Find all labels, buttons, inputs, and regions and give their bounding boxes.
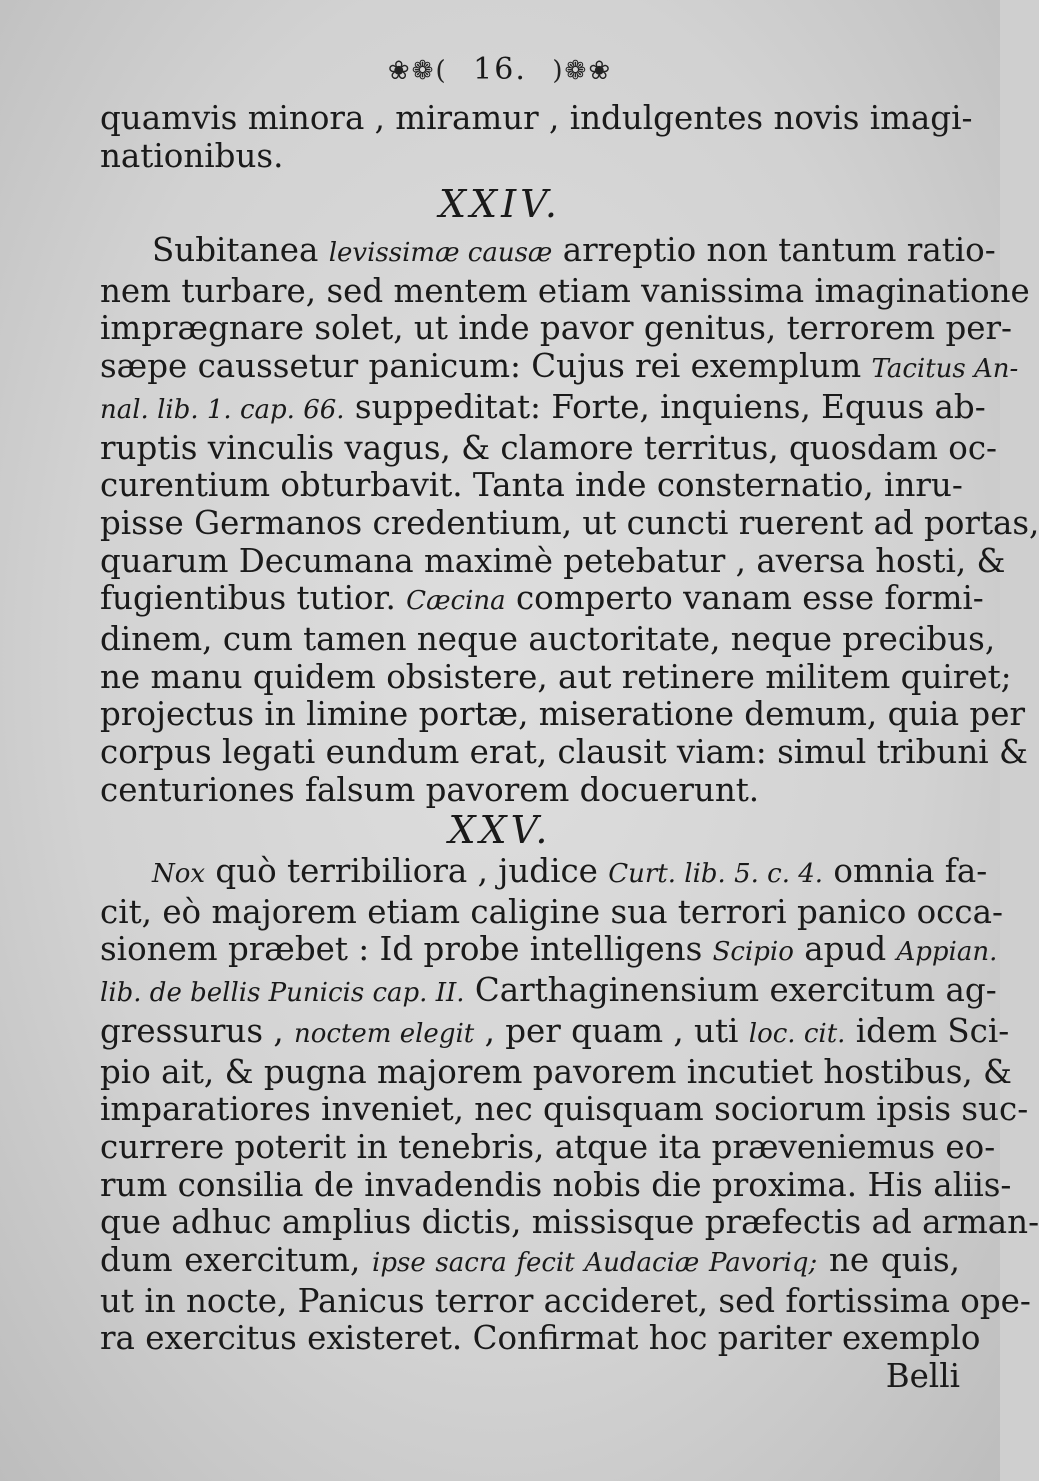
text-line (100, 99, 973, 138)
text-line (100, 1281, 1031, 1321)
intro-paragraph (100, 99, 973, 175)
line-text: nem turbare, sed mentem etiam vanissima imaginatione (100, 271, 1030, 310)
text-line (100, 772, 960, 810)
section-heading-xxiv: XXIV. (439, 182, 561, 226)
line-text: ruptis vinculis vagus, & clamore territus, quosdam oc- (100, 428, 998, 467)
text-line (100, 1090, 1029, 1129)
line-text: Nox quò terribiliora , judice Curt. lib. 5. c. 4. omnia fa- (152, 852, 988, 890)
italic-text: Appian. (896, 937, 998, 968)
text-line (100, 387, 986, 430)
text-line (100, 347, 1019, 389)
page-number: 16. (473, 52, 527, 87)
line-text: imprægnare solet, ut inde pavor genitus, terrorem per- (100, 309, 1012, 348)
italic-text: noctem elegit (294, 1018, 475, 1049)
italic-text: nal. lib. 1. cap. 66. (100, 394, 345, 425)
italic-text: ipse sacra fecit Audaciæ Pavoriq; (372, 1248, 818, 1279)
catchword: Belli (885, 1357, 960, 1396)
line-text: pio ait, & pugna majorem pavorem incutiet hostibus, & (100, 1052, 1012, 1091)
section-xxiv-paragraph (100, 231, 1039, 810)
italic-text: Cæcina (406, 586, 506, 617)
line-text: nationibus. (100, 136, 284, 175)
line-text: ra exercitus existeret. Confirmat hoc pariter exemplo (100, 1319, 981, 1358)
text-line (100, 620, 996, 659)
text-line (100, 309, 1012, 348)
line-text: quarum Decumana maximè petebatur , aversa hosti, & (100, 541, 1006, 580)
italic-text: levissimæ causæ (328, 238, 553, 268)
line-text: centuriones falsum pavorem docuerunt. (100, 770, 760, 809)
line-text: gressurus , noctem elegit , per quam , uti loc. cit. idem Sci- (100, 1011, 1010, 1050)
line-text: pisse Germanos credentium, ut cuncti ruerent ad portas, (100, 503, 1039, 542)
line-text: ut in nocte, Panicus terror accideret, sed fortissima ope- (100, 1281, 1031, 1320)
text-line (100, 466, 963, 505)
italic-text: Nox (152, 859, 206, 889)
ornament-right-icon: )❁❀ (552, 56, 613, 86)
text-line (100, 541, 1006, 581)
line-text: que adhuc amplius dictis, missisque præfectis ad arman- (100, 1203, 1039, 1242)
text-line (100, 428, 998, 468)
line-text: nal. lib. 1. cap. 66. suppeditat: Forte, inquiens, Equus ab- (100, 387, 986, 426)
text-line (100, 1203, 1039, 1242)
italic-text: Curt. lib. 5. c. 4. (608, 859, 824, 889)
text-line (100, 231, 996, 273)
text-line (100, 271, 1030, 311)
text-line (100, 695, 1025, 734)
line-text: sionem præbet : Id probe intelligens Scipio apud Appian. (100, 930, 998, 969)
text-line (100, 657, 1012, 697)
line-text: dinem, cum tamen neque auctoritate, neque precibus, (100, 620, 996, 659)
text-line (100, 930, 998, 972)
text-line (100, 1165, 1012, 1205)
text-line (100, 1319, 981, 1358)
text-line (100, 1052, 1012, 1092)
text-line (100, 503, 1039, 543)
italic-text: Tacitus An- (871, 354, 1019, 385)
italic-text: lib. de bellis Punicis cap. II. (100, 978, 465, 1009)
section-heading-xxv: XXV. (448, 808, 552, 852)
line-text: Subitanea levissimæ causæ arreptio non tantum ratio- (152, 231, 996, 269)
line-text: imparatiores inveniet, nec quisquam sociorum ipsis suc- (100, 1090, 1029, 1129)
line-text: cit, eò majorem etiam caligine sua terrori panico occa- (100, 892, 1003, 931)
text-line (100, 733, 1028, 772)
line-text: fugientibus tutior. Cæcina comperto vanam esse formi- (100, 579, 984, 618)
section-xxv-paragraph (100, 852, 1039, 1396)
text-line (100, 1011, 1010, 1054)
line-text: quamvis minora , miramur , indulgentes novis imagi- (100, 99, 973, 137)
text-line (100, 1127, 996, 1167)
text-line (100, 138, 960, 176)
text-line (100, 579, 984, 621)
line-text: ne manu quidem obsistere, aut retinere militem quiret; (100, 657, 1012, 696)
line-text: currere poterit in tenebris, atque ita præveniemus eo- (100, 1127, 996, 1166)
italic-text: Scipio (712, 937, 794, 968)
page-header (0, 52, 1000, 87)
italic-text: loc. cit. (748, 1018, 846, 1049)
line-text: corpus legati eundum erat, clausit viam: simul tribuni & (100, 733, 1028, 772)
line-text: rum consilia de invadendis nobis die proxima. His aliis- (100, 1165, 1012, 1204)
text-line (100, 852, 988, 894)
line-text: lib. de bellis Punicis cap. II. Carthaginensium exercitum ag- (100, 971, 997, 1010)
ornament-left-icon: ❀❁( (387, 56, 448, 86)
line-text: dum exercitum, ipse sacra fecit Audaciæ Pavoriq; ne quis, (100, 1241, 961, 1280)
line-text: curentium obturbavit. Tanta inde consternatio, inru- (100, 466, 963, 505)
line-text: sæpe caussetur panicum: Cujus rei exemplum Tacitus An- (100, 347, 1019, 386)
text-line (100, 1242, 960, 1283)
line-text: projectus in limine portæ, miseratione demum, quia per (100, 695, 1025, 734)
text-line (100, 971, 997, 1013)
text-line (100, 892, 1003, 932)
